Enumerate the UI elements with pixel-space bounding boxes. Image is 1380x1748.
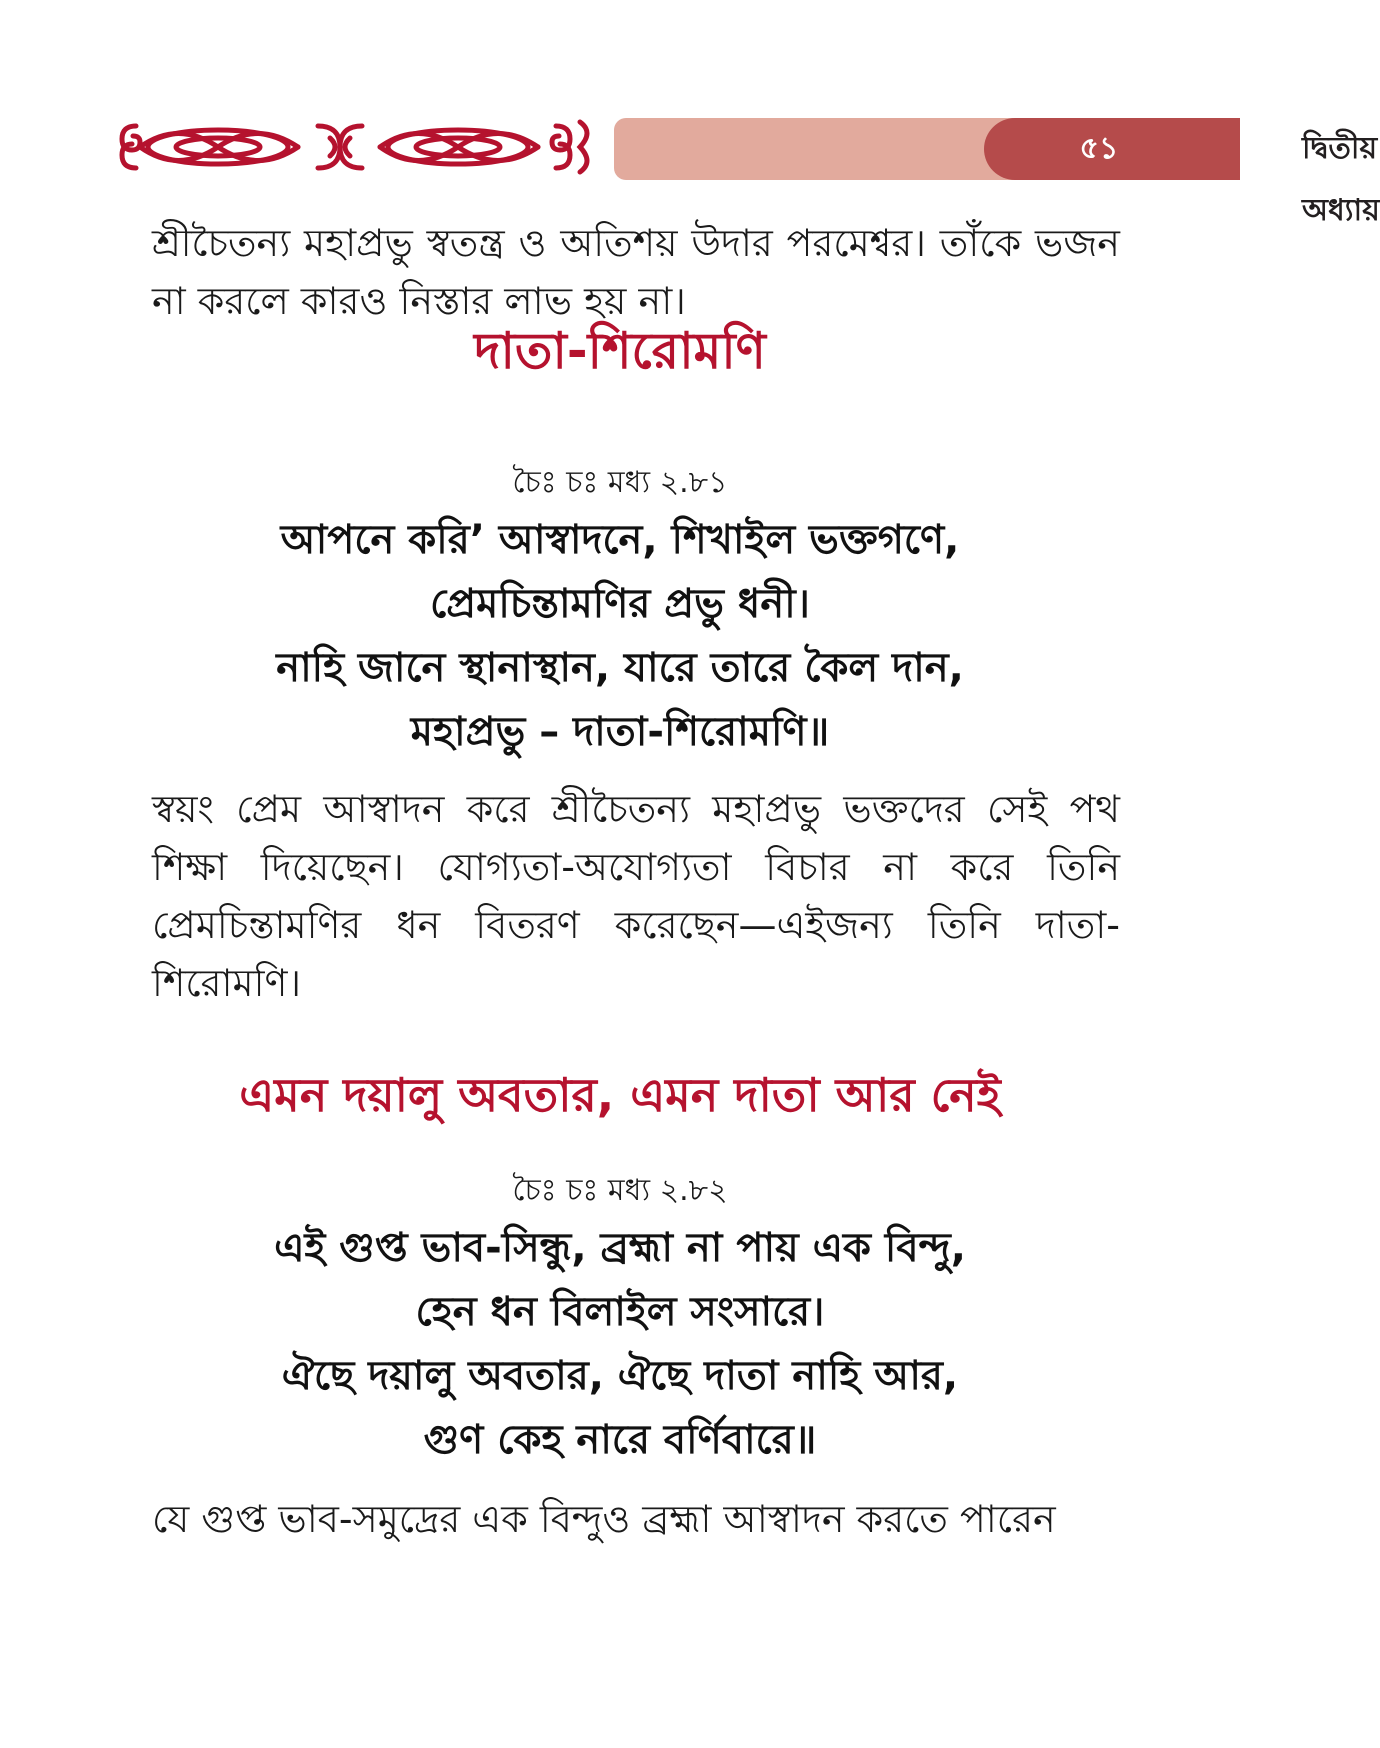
explanation-paragraph: যে গুপ্ত ভাব-সমুদ্রের এক বিন্দুও ব্রহ্মা আস্বাদন করতে পারেন [152,1497,1056,1541]
page-number-tab [984,118,1240,180]
verse-line: গুণ কেহ নারে বর্ণিবারে॥ [423,1417,817,1463]
section-heading-data-shiromoni: দাতা-শিরোমণি [474,322,766,380]
verse-line: মহাপ্রভু – দাতা-শিরোমণি॥ [410,709,830,755]
verse-line: এই গুপ্ত ভাব-সিন্ধু, ব্রহ্মা না পায় এক বিন্দু, [274,1225,966,1271]
verse-line: আপনে করি’ আস্বাদনে, শিখাইল ভক্তগণে, [280,517,960,563]
section-heading-dayalu-avatar: এমন দয়ালু অবতার, এমন দাতা আর নেই [239,1068,1001,1122]
page-number: ৫১ [1079,131,1119,166]
verse-reference: চৈঃ চঃ মধ্য ২.৮২ [512,1173,728,1208]
chapter-title: দ্বিতীয় অধ্যায় [1302,131,1380,228]
verse-reference: চৈঃ চঃ মধ্য ২.৮১ [512,465,728,500]
page-header [0,112,1380,228]
explanation-paragraph: স্বয়ং প্রেম আস্বাদন করে শ্রীচৈতন্য মহাপ্রভু ভক্তদের সেই পথ শিক্ষা দিয়েছেন। যোগ্যতা-অযোগ্যতা বিচার না করে তিনি প্রেমচিন্তামণির ধন বিতরণ করেছেন—এইজন্য তিনি দাতা-শিরোমণি। [152,787,1120,1005]
verse-block [0,508,1240,764]
scroll-ornament-icon [118,112,604,182]
verse-line: নাহি জানে স্থানাস্থান, যারে তারে কৈল দান, [276,645,964,691]
verse-block [0,1216,1240,1472]
verse-line: প্রেমচিন্তামণির প্রভু ধনী। [430,581,810,627]
intro-paragraph: শ্রীচৈতন্য মহাপ্রভু স্বতন্ত্র ও অতিশয় উদার পরমেশ্বর। তাঁকে ভজন না করলে কারও নিস্তার লাভ হয় না। [152,221,1120,323]
verse-line: হেন ধন বিলাইল সংসারে। [415,1289,825,1335]
verse-line: ঐছে দয়ালু অবতার, ঐছে দাতা নাহি আর, [281,1353,959,1399]
